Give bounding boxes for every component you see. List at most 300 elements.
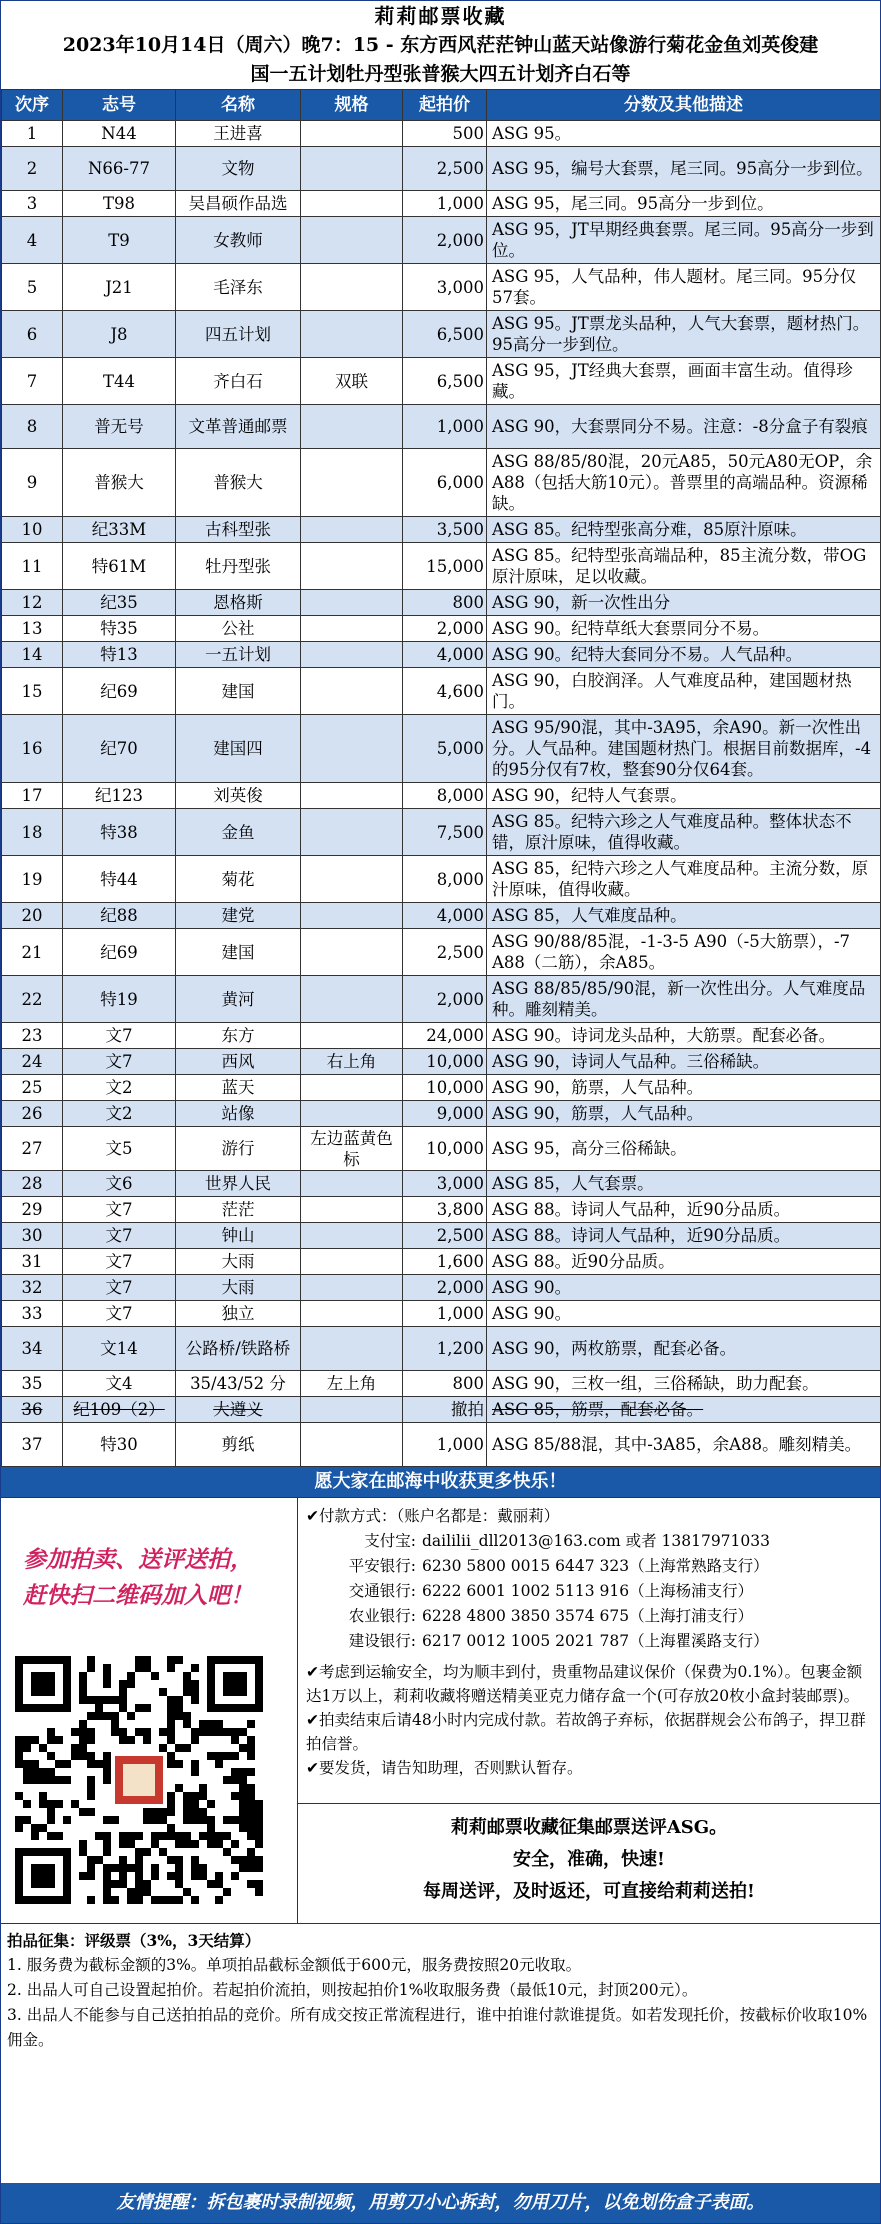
table-row[interactable]: [2, 1423, 881, 1467]
rule-3: 3. 出品人不能参与自己送拍拍品的竞价。所有成交按正常流程进行，谁中拍谁付款谁提货。如若发现托价，按截标价收取10%佣金。: [7, 2006, 868, 2049]
start-price: 6,500: [403, 358, 487, 405]
spec: [301, 1171, 403, 1197]
table-row[interactable]: [2, 1101, 881, 1127]
table-row[interactable]: [2, 1223, 881, 1249]
account-label: 农业银行:: [348, 1607, 416, 1625]
stamp-code: 特61M: [63, 543, 176, 590]
spec: [301, 668, 403, 715]
promo-line-1: 参加拍卖、送评送拍，: [23, 1546, 253, 1573]
spec: [301, 590, 403, 616]
stamp-name: 大雨: [176, 1275, 301, 1301]
note-item: ✔要发货，请告知助理，否则默认暂存。: [306, 1759, 583, 1777]
promo-line-2: 赶快扫二维码加入吧！: [23, 1582, 253, 1609]
collect-line-2: 安全，准确，快速!: [513, 1849, 665, 1870]
spec: [301, 121, 403, 147]
rules-title: 拍品征集：评级票（3%，3天结算）: [7, 1931, 261, 1950]
table-row[interactable]: [2, 405, 881, 449]
lot-table: [1, 89, 881, 1467]
table-row[interactable]: [2, 1049, 881, 1075]
stamp-name: 古科型张: [176, 517, 301, 543]
spec: [301, 616, 403, 642]
start-price: 4,000: [403, 642, 487, 668]
lot-number: 8: [2, 405, 63, 449]
spec: [301, 809, 403, 856]
start-price: 2,500: [403, 929, 487, 976]
table-row[interactable]: [2, 903, 881, 929]
table-row[interactable]: [2, 809, 881, 856]
description: ASG 85/88混，其中-3A85，余A88。雕刻精美。: [487, 1423, 881, 1467]
stamp-code: 文7: [63, 1301, 176, 1327]
account-value[interactable]: 6230 5800 0015 6447 323（上海常熟路支行）: [422, 1557, 769, 1575]
stamp-name: 文物: [176, 147, 301, 191]
payment-info: [298, 1498, 880, 1804]
column-header: 起拍价: [403, 90, 487, 121]
description: ASG 88。诗词人气品种，近90分品质。: [487, 1223, 881, 1249]
table-row[interactable]: [2, 1371, 881, 1397]
lot-number: 32: [2, 1275, 63, 1301]
start-price: 1,000: [403, 1301, 487, 1327]
spec: 右上角: [301, 1049, 403, 1075]
description: ASG 85，筋票，配套必备。: [487, 1397, 881, 1423]
start-price: 2,000: [403, 217, 487, 264]
lot-number: 31: [2, 1249, 63, 1275]
table-row[interactable]: [2, 147, 881, 191]
collection-notice: [298, 1804, 880, 1923]
note-item: ✔拍卖结束后请48小时内完成付款。若故鸽子弃标，依据群规会公布鸽子，捍卫群拍信誉。: [306, 1711, 866, 1753]
description: ASG 90。: [487, 1275, 881, 1301]
lot-number: 21: [2, 929, 63, 976]
table-row[interactable]: [2, 1127, 881, 1171]
start-price: 2,000: [403, 1275, 487, 1301]
description: ASG 85。纪特型张高端品种，85主流分数，带OG原汁原味，足以收藏。: [487, 543, 881, 590]
stamp-code: 文14: [63, 1327, 176, 1371]
table-body: [2, 121, 881, 1467]
spec: 左边蓝黄色标: [301, 1127, 403, 1171]
description: ASG 85，纪特六珍之人气难度品种。主流分数，原汁原味，值得收藏。: [487, 856, 881, 903]
description: ASG 95/90混，其中-3A95，余A90。新一次性出分。人气品种。建国题材热门。根据目前数据库，-4的95分仅有7枚，整套90分仅64套。: [487, 715, 881, 783]
page-title: 莉莉邮票收藏: [374, 4, 507, 28]
table-row[interactable]: [2, 1197, 881, 1223]
stamp-name: 剪纸: [176, 1423, 301, 1467]
account-label: 交通银行:: [348, 1582, 416, 1600]
description: ASG 95。JT票龙头品种，人气大套票，题材热门。95高分一步到位。: [487, 311, 881, 358]
stamp-name: 西风: [176, 1049, 301, 1075]
start-price: 1,600: [403, 1249, 487, 1275]
spec: [301, 543, 403, 590]
description: ASG 95，JT经典大套票，画面丰富生动。值得珍藏。: [487, 358, 881, 405]
spec: [301, 449, 403, 517]
start-price: 6,500: [403, 311, 487, 358]
header: [1, 1, 880, 89]
lot-number: 16: [2, 715, 63, 783]
table-row[interactable]: [2, 856, 881, 903]
stamp-code: T9: [63, 217, 176, 264]
table-row[interactable]: [2, 1301, 881, 1327]
table-row[interactable]: [2, 1397, 881, 1423]
description: ASG 95，尾三同。95高分一步到位。: [487, 191, 881, 217]
start-price: 500: [403, 121, 487, 147]
table-row[interactable]: [2, 264, 881, 311]
stamp-name: 黄河: [176, 976, 301, 1023]
start-price: 9,000: [403, 1101, 487, 1127]
column-header: 规格: [301, 90, 403, 121]
stamp-name: 公社: [176, 616, 301, 642]
spec: [301, 976, 403, 1023]
description: ASG 90，筋票，人气品种。: [487, 1101, 881, 1127]
footer-reminder: 友情提醒：拆包裹时录制视频，用剪刀小心拆封，勿用刀片，以免划伤盒子表面。: [1, 2183, 880, 2223]
start-price: 2,000: [403, 976, 487, 1023]
spec: [301, 1075, 403, 1101]
description: ASG 90/88/85混，-1-3-5 A90（-5大筋票），-7 A88（二筋），余A85。: [487, 929, 881, 976]
spec: [301, 1275, 403, 1301]
account-label: 平安银行:: [348, 1557, 416, 1575]
table-row[interactable]: [2, 543, 881, 590]
spec: [301, 217, 403, 264]
spec: [301, 1249, 403, 1275]
stamp-code: 特13: [63, 642, 176, 668]
stamp-code: 文7: [63, 1197, 176, 1223]
stamp-name: 普猴大: [176, 449, 301, 517]
promo-text: [1, 1498, 297, 1614]
start-price: 10,000: [403, 1127, 487, 1171]
start-price: 4,600: [403, 668, 487, 715]
table-row[interactable]: [2, 1327, 881, 1371]
lot-number: 24: [2, 1049, 63, 1075]
stamp-name: 大雨: [176, 1249, 301, 1275]
stamp-code: N44: [63, 121, 176, 147]
collect-line-3: 每周送评，及时返还，可直接给莉莉送拍!: [423, 1881, 755, 1902]
stamp-name: 王进喜: [176, 121, 301, 147]
start-price: 10,000: [403, 1049, 487, 1075]
info-right: [298, 1498, 880, 1923]
stamp-code: 纪35: [63, 590, 176, 616]
column-header: 名称: [176, 90, 301, 121]
start-price: 7,500: [403, 809, 487, 856]
spec: [301, 642, 403, 668]
stamp-code: 文2: [63, 1075, 176, 1101]
stamp-code: 文2: [63, 1101, 176, 1127]
column-header: 次序: [2, 90, 63, 121]
spec: [301, 1423, 403, 1467]
stamp-code: 纪70: [63, 715, 176, 783]
description: ASG 90，大套票同分不易。注意：-8分盒子有裂痕: [487, 405, 881, 449]
lot-number: 19: [2, 856, 63, 903]
spec: 双联: [301, 358, 403, 405]
spec: [301, 311, 403, 358]
description: ASG 95，编号大套票，尾三同。95高分一步到位。: [487, 147, 881, 191]
column-header: 分数及其他描述: [487, 90, 881, 121]
start-price: 1,200: [403, 1327, 487, 1371]
start-price: 800: [403, 1371, 487, 1397]
stamp-code: 特30: [63, 1423, 176, 1467]
spec: [301, 191, 403, 217]
start-price: 6,000: [403, 449, 487, 517]
start-price: 8,000: [403, 856, 487, 903]
lot-number: 17: [2, 783, 63, 809]
description: ASG 95，高分三俗稀缺。: [487, 1127, 881, 1171]
description: ASG 90。纪特草纸大套票同分不易。: [487, 616, 881, 642]
description: ASG 88/85/85/90混，新一次性出分。人气难度品种。雕刻精美。: [487, 976, 881, 1023]
description: ASG 90，诗词人气品种。三俗稀缺。: [487, 1049, 881, 1075]
start-price: 3,500: [403, 517, 487, 543]
lot-number: 29: [2, 1197, 63, 1223]
account-label: 支付宝:: [364, 1532, 416, 1550]
stamp-code: 文5: [63, 1127, 176, 1171]
collect-line-1: 莉莉邮票收藏征集邮票送评ASG。: [450, 1817, 728, 1838]
lot-number: 15: [2, 668, 63, 715]
auction-subtitle-2: 国一五计划牡丹型张普猴大四五计划齐白石等: [250, 63, 631, 85]
stamp-name: 建国四: [176, 715, 301, 783]
stamp-code: 纪123: [63, 783, 176, 809]
rule-2: 2. 出品人可自己设置起拍价。若起拍价流拍，则按起拍价1%收取服务费（最低10元，封顶200元）。: [7, 1981, 698, 1999]
stamp-name: 文革普通邮票: [176, 405, 301, 449]
stamp-name: 建党: [176, 903, 301, 929]
spec: [301, 1023, 403, 1049]
description: ASG 90，纪特人气套票。: [487, 783, 881, 809]
table-row[interactable]: [2, 783, 881, 809]
stamp-code: 特44: [63, 856, 176, 903]
lot-number: 23: [2, 1023, 63, 1049]
stamp-code: 纪88: [63, 903, 176, 929]
lot-number: 9: [2, 449, 63, 517]
account-label: 建设银行:: [348, 1632, 416, 1650]
rule-1: 1. 服务费为截标金额的3%。单项拍品截标金额低于600元，服务费按照20元收取。: [7, 1956, 582, 1974]
table-row[interactable]: [2, 616, 881, 642]
shipping-notes: [306, 1660, 872, 1780]
account-line: [322, 1629, 872, 1654]
stamp-code: J8: [63, 311, 176, 358]
lot-number: 34: [2, 1327, 63, 1371]
spec: [301, 715, 403, 783]
spec: [301, 147, 403, 191]
description: ASG 95，人气品种，伟人题材。尾三同。95分仅57套。: [487, 264, 881, 311]
stamp-code: 特38: [63, 809, 176, 856]
stamp-code: T98: [63, 191, 176, 217]
lot-number: 18: [2, 809, 63, 856]
lot-number: 35: [2, 1371, 63, 1397]
lot-number: 10: [2, 517, 63, 543]
stamp-name: 牡丹型张: [176, 543, 301, 590]
table-row[interactable]: [2, 715, 881, 783]
stamp-code: 文7: [63, 1023, 176, 1049]
stamp-code: 纪69: [63, 668, 176, 715]
description: ASG 90。纪特大套同分不易。人气品种。: [487, 642, 881, 668]
start-price: 3,000: [403, 1171, 487, 1197]
stamp-name: 独立: [176, 1301, 301, 1327]
table-row[interactable]: [2, 517, 881, 543]
account-value[interactable]: 6222 6001 1002 5113 916（上海杨浦支行）: [422, 1582, 754, 1600]
stamp-code: 文4: [63, 1371, 176, 1397]
lot-number: 30: [2, 1223, 63, 1249]
start-price: 2,500: [403, 147, 487, 191]
table-row[interactable]: [2, 449, 881, 517]
lot-number: 36: [2, 1397, 63, 1423]
start-price: 1,000: [403, 1423, 487, 1467]
stamp-name: 毛泽东: [176, 264, 301, 311]
promo-panel: [1, 1498, 298, 1923]
stamp-name: 四五计划: [176, 311, 301, 358]
stamp-name: 齐白石: [176, 358, 301, 405]
spec: [301, 517, 403, 543]
lot-number: 6: [2, 311, 63, 358]
start-price: 3,000: [403, 264, 487, 311]
lot-number: 33: [2, 1301, 63, 1327]
start-price: 4,000: [403, 903, 487, 929]
start-price: 撤拍: [403, 1397, 487, 1423]
stamp-code: 纪109（2）: [63, 1397, 176, 1423]
stamp-name: 刘英俊: [176, 783, 301, 809]
spec: [301, 856, 403, 903]
stamp-name: 钟山: [176, 1223, 301, 1249]
start-price: 2,000: [403, 616, 487, 642]
table-row[interactable]: [2, 1075, 881, 1101]
lot-number: 2: [2, 147, 63, 191]
stamp-name: 东方: [176, 1023, 301, 1049]
stamp-code: T44: [63, 358, 176, 405]
stamp-name: 站像: [176, 1101, 301, 1127]
info-section: [1, 1497, 880, 1923]
spec: [301, 1301, 403, 1327]
qr-code-icon[interactable]: [15, 1656, 263, 1904]
lot-number: 12: [2, 590, 63, 616]
spec: [301, 1397, 403, 1423]
table-row[interactable]: [2, 121, 881, 147]
auction-subtitle-1: 2023年10月14日（周六）晚7：15 - 东方西风茫茫钟山蓝天站像游行菊花金鱼刘英俊建: [62, 34, 819, 56]
description: ASG 90，白胶润泽。人气难度品种，建国题材热门。: [487, 668, 881, 715]
description: ASG 90。: [487, 1301, 881, 1327]
table-row[interactable]: [2, 1275, 881, 1301]
start-price: 3,800: [403, 1197, 487, 1223]
table-row[interactable]: [2, 929, 881, 976]
stamp-code: 文7: [63, 1249, 176, 1275]
stamp-code: 特35: [63, 616, 176, 642]
start-price: 800: [403, 590, 487, 616]
stamp-name: 建国: [176, 668, 301, 715]
table-row[interactable]: [2, 668, 881, 715]
payment-heading: ✔付款方式：（账户名都是：戴丽莉）: [306, 1507, 560, 1525]
lot-number: 14: [2, 642, 63, 668]
stamp-name: 吴昌硕作品选: [176, 191, 301, 217]
description: ASG 95，JT早期经典套票。尾三同。95高分一步到位。: [487, 217, 881, 264]
lot-number: 1: [2, 121, 63, 147]
description: ASG 88。近90分品质。: [487, 1249, 881, 1275]
description: ASG 90，新一次性出分: [487, 590, 881, 616]
spec: [301, 264, 403, 311]
spec: [301, 783, 403, 809]
start-price: 10,000: [403, 1075, 487, 1101]
lot-number: 11: [2, 543, 63, 590]
table-row[interactable]: [2, 191, 881, 217]
lot-number: 13: [2, 616, 63, 642]
account-line: [322, 1529, 872, 1554]
table-row[interactable]: [2, 1249, 881, 1275]
description: ASG 90，两枚筋票，配套必备。: [487, 1327, 881, 1371]
account-line: [322, 1579, 872, 1604]
account-value[interactable]: daililii_dll2013@163.com 或者 13817971033: [422, 1532, 770, 1550]
table-row[interactable]: [2, 642, 881, 668]
table-row[interactable]: [2, 1023, 881, 1049]
table-header: [2, 90, 881, 121]
consignment-rules: [1, 1923, 880, 2076]
stamp-name: 35/43/52 分: [176, 1371, 301, 1397]
lot-number: 26: [2, 1101, 63, 1127]
start-price: 15,000: [403, 543, 487, 590]
stamp-name: 公路桥/铁路桥: [176, 1327, 301, 1371]
greeting-band: 愿大家在邮海中收获更多快乐！: [1, 1467, 880, 1497]
description: ASG 90，三枚一组，三俗稀缺，助力配套。: [487, 1371, 881, 1397]
start-price: 1,000: [403, 191, 487, 217]
lot-number: 28: [2, 1171, 63, 1197]
spec: [301, 929, 403, 976]
stamp-name: 游行: [176, 1127, 301, 1171]
description: ASG 85。纪特型张高分难，85原汁原味。: [487, 517, 881, 543]
stamp-code: 文6: [63, 1171, 176, 1197]
start-price: 2,500: [403, 1223, 487, 1249]
stamp-name: 金鱼: [176, 809, 301, 856]
table-row[interactable]: [2, 217, 881, 264]
stamp-name: 建国: [176, 929, 301, 976]
account-value[interactable]: 6217 0012 1005 2021 787（上海瞿溪路支行）: [422, 1632, 769, 1650]
spec: [301, 1101, 403, 1127]
stamp-code: 特19: [63, 976, 176, 1023]
start-price: 24,000: [403, 1023, 487, 1049]
stamp-code: 普猴大: [63, 449, 176, 517]
description: ASG 88/85/80混，20元A85，50元A80无OP，余A88（包括大筋10元）。普票里的高端品种。资源稀缺。: [487, 449, 881, 517]
spec: [301, 405, 403, 449]
stamp-name: 蓝天: [176, 1075, 301, 1101]
stamp-code: 文7: [63, 1049, 176, 1075]
spec: [301, 903, 403, 929]
description: ASG 90。诗词龙头品种，大筋票。配套必备。: [487, 1023, 881, 1049]
note-item: ✔考虑到运输安全，均为顺丰到付，贵重物品建议保价（保费为0.1%）。包裹金额达1万以上，莉莉收藏将赠送精美亚克力储存盒一个(可存放20枚小盒封装邮票)。: [306, 1663, 863, 1705]
description: ASG 85，人气套票。: [487, 1171, 881, 1197]
table-row[interactable]: [2, 358, 881, 405]
stamp-name: 大遵义: [176, 1397, 301, 1423]
account-value[interactable]: 6228 4800 3850 3574 675（上海打浦支行）: [422, 1607, 754, 1625]
stamp-code: J21: [63, 264, 176, 311]
stamp-name: 世界人民: [176, 1171, 301, 1197]
spec: [301, 1327, 403, 1371]
lot-number: 25: [2, 1075, 63, 1101]
stamp-name: 一五计划: [176, 642, 301, 668]
account-line: [322, 1554, 872, 1579]
account-line: [322, 1604, 872, 1629]
description: ASG 88。诗词人气品种，近90分品质。: [487, 1197, 881, 1223]
table-row[interactable]: [2, 976, 881, 1023]
table-row[interactable]: [2, 311, 881, 358]
lot-number: 3: [2, 191, 63, 217]
stamp-code: 纪69: [63, 929, 176, 976]
lot-number: 37: [2, 1423, 63, 1467]
stamp-code: 纪33M: [63, 517, 176, 543]
stamp-name: 女教师: [176, 217, 301, 264]
spec: [301, 1197, 403, 1223]
account-list: [306, 1529, 872, 1654]
table-row[interactable]: [2, 590, 881, 616]
description: ASG 95。: [487, 121, 881, 147]
lot-number: 20: [2, 903, 63, 929]
table-row[interactable]: [2, 1171, 881, 1197]
description: ASG 85，人气难度品种。: [487, 903, 881, 929]
description: ASG 85。纪特六珍之人气难度品种。整体状态不错，原汁原味，值得收藏。: [487, 809, 881, 856]
stamp-name: 菊花: [176, 856, 301, 903]
lot-number: 5: [2, 264, 63, 311]
column-header: 志号: [63, 90, 176, 121]
lot-number: 22: [2, 976, 63, 1023]
stamp-code: N66-77: [63, 147, 176, 191]
start-price: 1,000: [403, 405, 487, 449]
stamp-code: 文7: [63, 1223, 176, 1249]
